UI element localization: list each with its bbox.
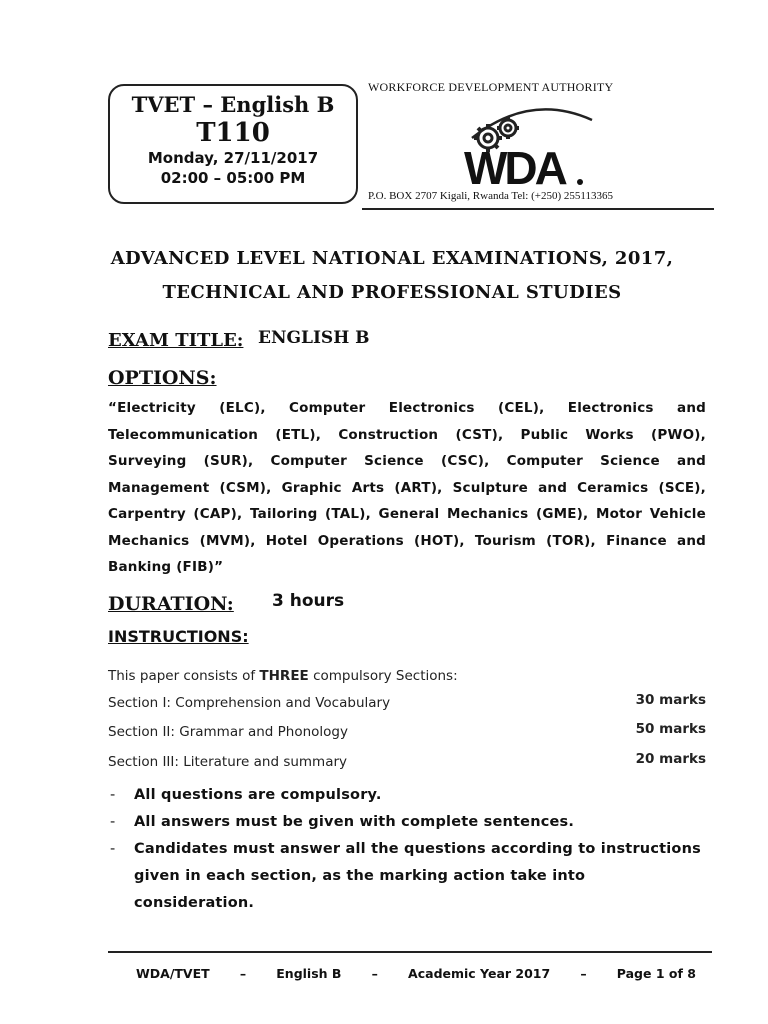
section-marks: 50 marks xyxy=(635,721,706,737)
wda-logo-text: WDA xyxy=(464,142,565,190)
duration-label: DURATION: xyxy=(108,593,234,615)
intro-text-bold: THREE xyxy=(259,668,309,684)
footer-rule xyxy=(108,951,712,953)
wda-logo xyxy=(460,98,600,190)
section-name: Section I: Comprehension and Vocabulary xyxy=(108,695,391,711)
instruction-bullet xyxy=(108,836,706,917)
bullet-text: All questions are compulsory. xyxy=(134,787,382,803)
organization-address: P.O. BOX 2707 Kigali, Rwanda Tel: (+250) 255113365 xyxy=(368,190,613,202)
section-row xyxy=(108,751,706,770)
bullet-dash: - xyxy=(110,841,116,857)
section-marks: 30 marks xyxy=(635,692,706,708)
footer-sep: – xyxy=(371,966,378,981)
organization-name: WORKFORCE DEVELOPMENT AUTHORITY xyxy=(368,80,614,94)
instructions-intro xyxy=(108,668,458,684)
page-footer xyxy=(136,966,696,981)
section-row xyxy=(108,721,706,740)
section-marks: 20 marks xyxy=(635,751,706,767)
footer-subject: English B xyxy=(276,966,342,981)
instruction-bullet xyxy=(108,782,706,809)
section-row xyxy=(108,692,706,711)
exam-date: Monday, 27/11/2017 xyxy=(147,149,319,167)
bullet-text: All answers must be given with complete sentences. xyxy=(134,814,575,830)
exam-subject: TVET – English B xyxy=(131,92,335,117)
instruction-bullet xyxy=(108,809,706,836)
options-text: “Electricity (ELC), Computer Electronics (CEL), Electronics and Telecommunication (ETL), Construction (CST), Public Works (PWO), Surveying (SUR), Computer Science (CSC), Computer Science and Management (CSM), Graphic Arts (ART), Sculpture and Ceramics (SCE), Carpentry (CAP), Tailoring (TAL), General Mechanics (GME), Motor Vehicle Mechanics (MVM), Hotel Operations (HOT), Tourism (TOR), Finance and Banking (FIB)” xyxy=(108,400,706,575)
instructions-label: INSTRUCTIONS: xyxy=(108,627,249,646)
exam-time: 02:00 – 05:00 PM xyxy=(160,169,306,187)
duration-value: 3 hours xyxy=(272,591,345,611)
intro-text-after: compulsory Sections: xyxy=(308,668,458,684)
header-rule xyxy=(362,208,714,210)
bullet-dash: - xyxy=(110,814,116,830)
bullet-dash: - xyxy=(110,787,116,803)
page-number: Page 1 of 8 xyxy=(616,966,696,981)
intro-text-before: This paper consists of xyxy=(108,668,260,684)
instruction-bullets xyxy=(108,782,706,917)
footer-year: Academic Year 2017 xyxy=(408,966,551,981)
exam-title-line-2: TECHNICAL AND PROFESSIONAL STUDIES xyxy=(162,282,622,303)
footer-sep: – xyxy=(239,966,247,981)
bullet-text: Candidates must answer all the questions according to instructions given in each section, as the marking action take into consideration. xyxy=(134,841,701,911)
footer-left: WDA/TVET xyxy=(136,966,210,981)
section-name: Section II: Grammar and Phonology xyxy=(108,724,348,740)
exam-title-line-1: ADVANCED LEVEL NATIONAL EXAMINATIONS, 2017, xyxy=(110,248,674,269)
exam-code: T110 xyxy=(196,118,270,148)
footer-sep: – xyxy=(580,966,587,981)
exam-header-box xyxy=(108,84,358,204)
exam-title-label: EXAM TITLE: xyxy=(108,330,244,351)
options-label: OPTIONS: xyxy=(108,367,217,389)
exam-title-value: ENGLISH B xyxy=(258,328,370,348)
section-name: Section III: Literature and summary xyxy=(108,754,348,770)
